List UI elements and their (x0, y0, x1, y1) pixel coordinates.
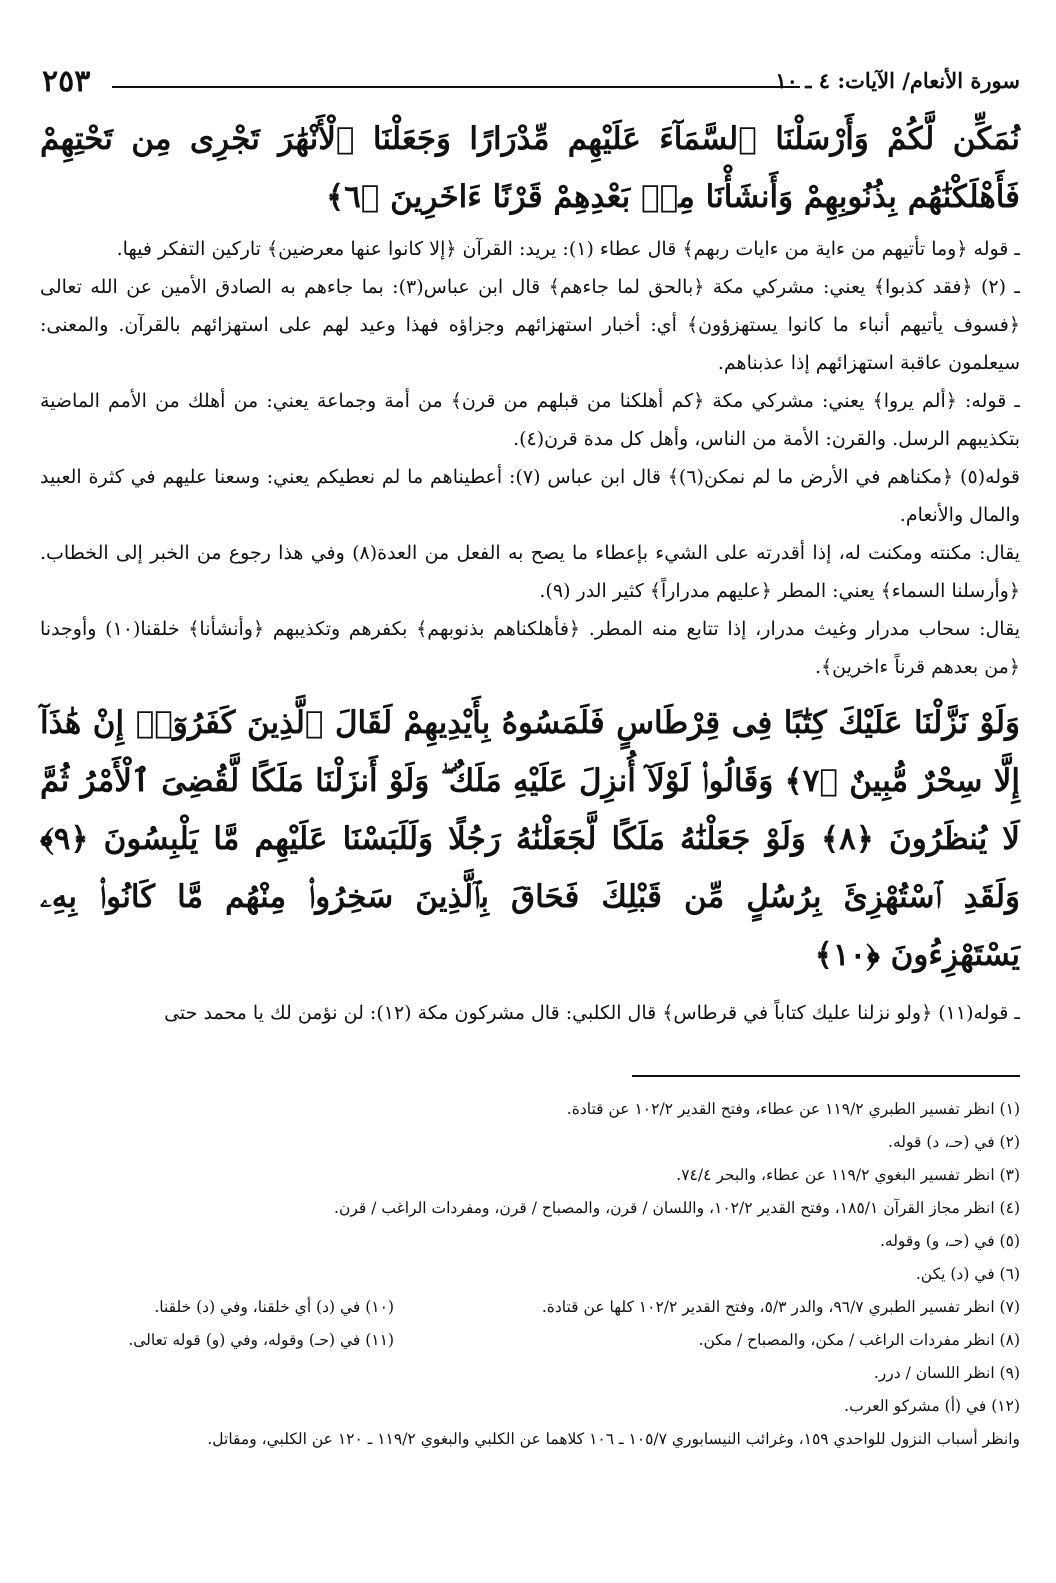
running-title: سورة الأنعام/ الآيات: ٤ ـ ١٠ (775, 68, 1020, 93)
commentary-paragraph: يقال: سحاب مدرار وغيث مدرار، إذا تتابع منه المطر. ﴿فأهلكناهم بذنوبهم﴾ بكفرهم وتكذيبهم ﴿وأنشأنا﴾ خلقنا(١٠) وأوجدنا ﴿من بعدهم قرناً ءاخرين﴾. (40, 618, 1020, 678)
footnote: (١) انظر تفسير الطبري ١١٩/٢ عن عطاء، وفتح القدير ١٠٢/٢ عن قتادة. (566, 1100, 1020, 1118)
footnote: (٣) انظر تفسير البغوي ١١٩/٢ عن عطاء، والبحر ٧٤/٤. (676, 1166, 1020, 1184)
commentary-paragraph: ـ قوله(١١) ﴿ولو نزلنا عليك كتاباً في قرطاس﴾ قال الكلبي: قال مشركون مكة (١٢): لن نؤمن لك يا محمد حتى (164, 1002, 1020, 1024)
footnote: (١٢) في (أ) مشركو العرب. (844, 1397, 1020, 1415)
commentary-paragraph: ـ قوله: ﴿ألم يروا﴾ يعني: مشركي مكة ﴿كم أهلكنا من قبلهم من قرن﴾ من أمة وجماعة يعني: من أهلك من الأمم الماضية بتكذيبهم الرسل. والقرن: الأمة من الناس، وأهل كل مدة قرن(٤). (40, 390, 1020, 450)
main-content (40, 110, 1020, 1032)
footnote-continuation: وانظر أسباب النزول للواحدي ١٥٩، وغرائب النيسابوري ١٠٥/٧ ـ ١٠٦ كلاهما عن الكلبي والبغوي ١١٩/٢ ـ ١٢٠ عن الكلبي، ومقاتل. (207, 1430, 1020, 1448)
commentary-paragraph: ـ قوله ﴿وما تأتيهم من ءاية من ءايات ربهم﴾ قال عطاء (١): يريد: القرآن ﴿إلا كانوا عنها معرضين﴾ تاركين التفكر فيها. (116, 238, 1020, 260)
commentary-paragraph: قوله(٥) ﴿مكناهم في الأرض ما لم نمكن(٦)﴾ قال ابن عباس (٧): أعطيناهم ما لم نعطيكم يعني: وسعنا عليهم في كثرة العبيد والمال والأنعام. (40, 466, 1020, 526)
page-number: ٢٥٣ (42, 64, 91, 99)
quran-verse-block: نُمَكِّن لَّكُمْ وَأَرْسَلْنَا ٱلسَّمَآءَ عَلَيْهِم مِّدْرَارًا وَجَعَلْنَا ٱلْأَنْهَٰرَ تَجْرِى مِن تَحْتِهِمْ فَأَهْلَكْنَٰهُم بِذُنُوبِهِمْ وَأَنشَأْنَا مِنۢ بَعْدِهِمْ قَرْنًا ءَاخَرِينَ ﴿٦﴾ (40, 121, 1020, 215)
footnote: (٦) في (د) يكن. (915, 1265, 1020, 1283)
footnote-rule (632, 1075, 1020, 1077)
header-rule (112, 86, 800, 88)
footnotes (40, 1075, 1020, 1456)
commentary-paragraph: يقال: مكنته ومكنت له، إذا أقدرته على الشيء بإعطاء ما يصح به الفعل من العدة(٨) وفي هذا رجوع من الخبر إلى الخطاب. ﴿وأرسلنا السماء﴾ يعني: المطر ﴿عليهم مدراراً﴾ كثير الدر (٩). (40, 542, 1021, 602)
footnote: (٨) انظر مفردات الراغب / مكن، والمصباح / مكن. (698, 1331, 1020, 1349)
footnote: (٥) في (حـ، و) وقوله. (879, 1232, 1020, 1250)
quran-verse-block: وَلَوْ نَزَّلْنَا عَلَيْكَ كِتَٰبًا فِى قِرْطَاسٍ فَلَمَسُوهُ بِأَيْدِيهِمْ لَقَالَ ٱلَّذِينَ كَفَرُوٓا۟ إِنْ هَٰذَآ إِلَّا سِحْرٌ مُّبِينٌ ﴿٧﴾ وَقَالُوا۟ لَوْلَآ أُنزِلَ عَلَيْهِ مَلَكٌ ۖ وَلَوْ أَنزَلْنَا مَلَكًا لَّقُضِىَ ٱلْأَمْرُ ثُمَّ لَا يُنظَرُونَ ﴿٨﴾ وَلَوْ جَعَلْنَٰهُ مَلَكًا لَّجَعَلْنَٰهُ رَجُلًا وَلَلَبَسْنَا عَلَيْهِم مَّا يَلْبِسُونَ ﴿٩﴾ وَلَقَدِ ٱسْتُهْزِئَ بِرُسُلٍ مِّن قَبْلِكَ فَحَاقَ بِٱلَّذِينَ سَخِرُوا۟ مِنْهُم مَّا كَانُوا۟ بِهِۦ يَسْتَهْزِءُونَ ﴿١٠﴾ (40, 705, 1020, 973)
footnote: (١٠) في (د) أي خلقنا، وفي (د) خلقنا. (154, 1298, 394, 1316)
footnote: (٧) انظر تفسير الطبري ٩٦/٧، والدر ٥/٣، وفتح القدير ١٠٢/٢ كلها عن قتادة. (541, 1298, 1020, 1316)
footnote: (١١) في (حـ) وقوله، وفي (و) قوله تعالى. (128, 1331, 394, 1349)
page-header (42, 64, 1020, 100)
commentary-paragraph: ـ (٢) ﴿فقد كذبوا﴾ يعني: مشركي مكة ﴿بالحق لما جاءهم﴾ قال ابن عباس(٣): بما جاءهم به الصادق الأمين عن الله تعالى ﴿فسوف يأتيهم أنباء ما كانوا يستهزؤون﴾ أي: أخبار استهزائهم وجزاؤه فهذا وعيد لهم على استهزائهم بالقرآن. والمعنى: سيعلمون عاقبة استهزائهم إذا عذبناهم. (40, 276, 1020, 374)
footnote: (٩) انظر اللسان / درر. (873, 1364, 1020, 1382)
footnote-list (40, 1093, 1020, 1423)
footnote-side-column (64, 1291, 394, 1357)
footnote: (٤) انظر مجاز القرآن ١٨٥/١، وفتح القدير ١٠٢/٢، واللسان / قرن، والمصباح / قرن، ومفردات الراغب / قرن. (334, 1199, 1020, 1217)
footnote: (٢) في (حـ، د) قوله. (888, 1133, 1020, 1151)
